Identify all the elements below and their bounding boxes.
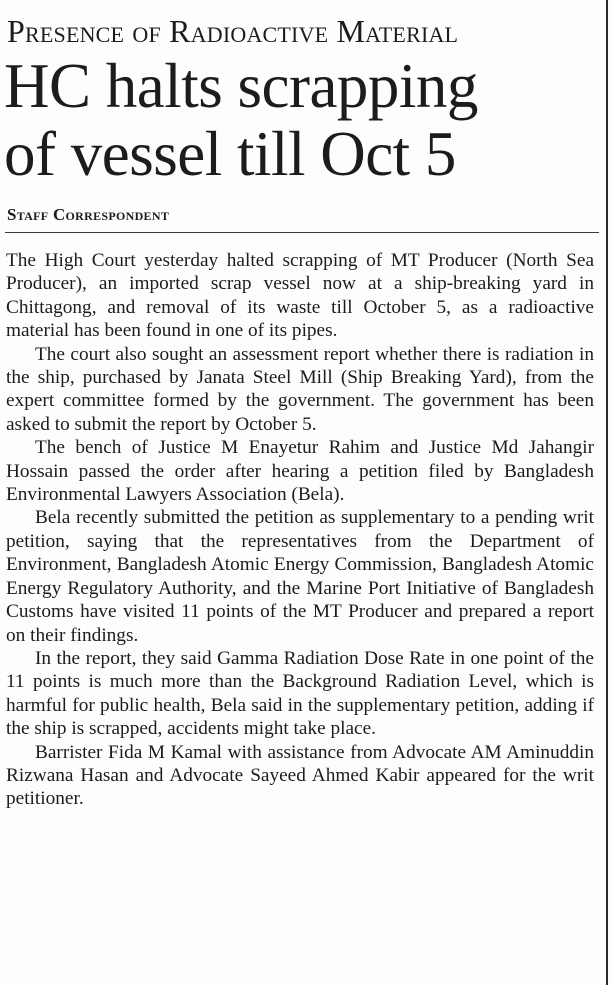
headline bbox=[4, 52, 478, 188]
paragraph: Bela recently submitted the petition as supplementary to a pending writ petition, saying that the representatives from the Department of Environment, Bangladesh Atomic Energy Commission, Bangladesh Atomic Energy Regulatory Authority, and the Marine Port Initiative of Bangladesh Customs have visited 11 points of the MT Producer and prepared a report on their findings. bbox=[6, 507, 594, 646]
article-body bbox=[6, 249, 594, 811]
headline-line-1: HC halts scrapping bbox=[4, 51, 478, 121]
kicker: Presence of Radioactive Material bbox=[7, 13, 459, 49]
byline-divider bbox=[5, 232, 599, 233]
headline-line-2: of vessel till Oct 5 bbox=[4, 119, 456, 189]
paragraph: In the report, they said Gamma Radiation Dose Rate in one point of the 11 points is much more than the Background Radiation Level, which is harmful for public health, Bela said in the supplementary petition, adding if the ship is scrapped, accidents might take place. bbox=[6, 647, 594, 740]
paragraph: The High Court yesterday halted scrapping of MT Producer (North Sea Producer), an imported scrap vessel now at a ship-breaking yard in Chittagong, and removal of its waste till October 5, as a radioactive material has been found in one of its pipes. bbox=[6, 250, 594, 342]
column-edge bbox=[606, 0, 608, 985]
byline: Staff Correspondent bbox=[7, 205, 170, 224]
paragraph: Barrister Fida M Kamal with assistance from Advocate AM Aminuddin Rizwana Hasan and Advocate Sayeed Ahmed Kabir appeared for the writ petitioner. bbox=[6, 741, 594, 810]
paragraph: The bench of Justice M Enayetur Rahim and Justice Md Jahangir Hossain passed the order after hearing a petition filed by Bangladesh Environmental Lawyers Association (Bela). bbox=[6, 437, 594, 506]
paragraph: The court also sought an assessment report whether there is radiation in the ship, purchased by Janata Steel Mill (Ship Breaking Yard), from the expert committee formed by the government. The government has been asked to submit the report by October 5. bbox=[6, 343, 594, 435]
